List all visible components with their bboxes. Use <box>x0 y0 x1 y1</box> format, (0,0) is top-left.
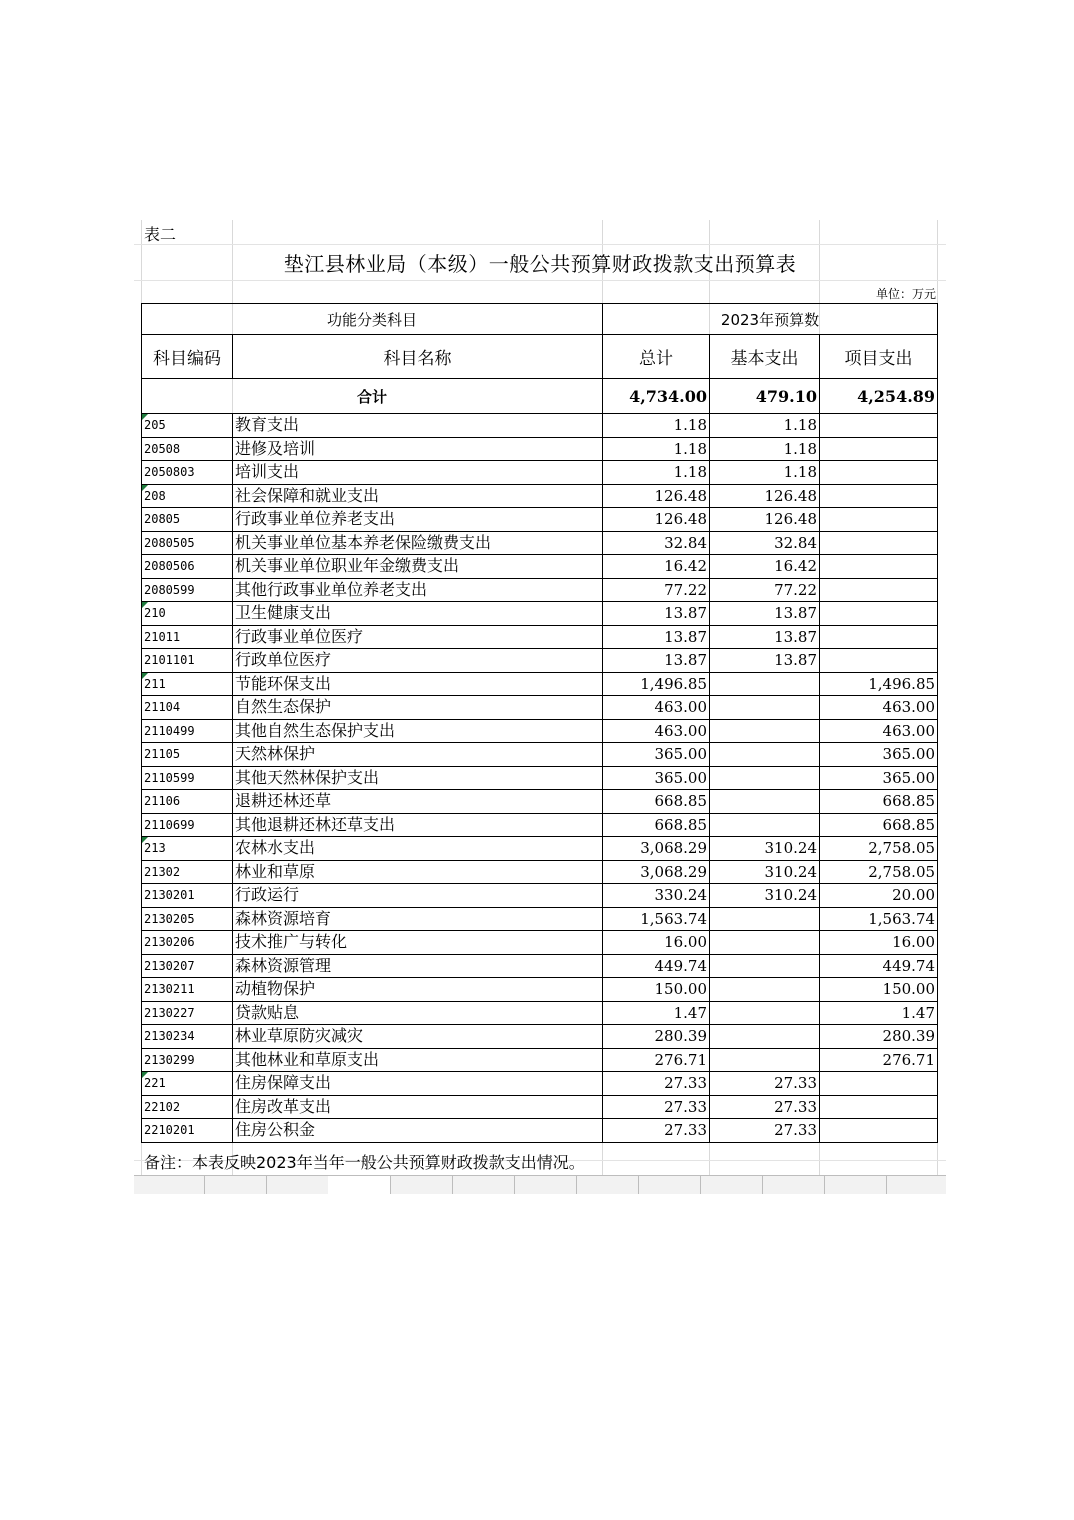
total-cell: 276.71 <box>603 1048 710 1072</box>
header-budget-year: 2023年预算数 <box>603 304 938 335</box>
sheet-tab[interactable] <box>514 1176 577 1194</box>
header-name: 科目名称 <box>233 335 603 379</box>
table-row <box>142 719 938 743</box>
basic-cell: 1.18 <box>710 437 820 461</box>
total-cell: 27.33 <box>603 1119 710 1143</box>
code-cell: 213 <box>142 837 233 861</box>
name-cell: 节能环保支出 <box>233 672 603 696</box>
table-row <box>142 555 938 579</box>
name-cell: 其他退耕还林还草支出 <box>233 813 603 837</box>
basic-cell <box>710 696 820 720</box>
code-cell: 2130205 <box>142 907 233 931</box>
project-cell: 150.00 <box>820 978 938 1002</box>
table-row <box>142 954 938 978</box>
name-cell: 森林资源管理 <box>233 954 603 978</box>
total-cell: 13.87 <box>603 602 710 626</box>
project-cell <box>820 1072 938 1096</box>
header-basic: 基本支出 <box>710 335 820 379</box>
table-row <box>142 437 938 461</box>
basic-cell: 126.48 <box>710 508 820 532</box>
name-cell: 动植物保护 <box>233 978 603 1002</box>
table-row <box>142 1048 938 1072</box>
project-cell <box>820 1119 938 1143</box>
spreadsheet-sheet <box>134 220 946 1190</box>
project-cell: 280.39 <box>820 1025 938 1049</box>
total-cell: 668.85 <box>603 790 710 814</box>
total-cell: 126.48 <box>603 484 710 508</box>
code-cell: 2130201 <box>142 884 233 908</box>
total-cell: 1.18 <box>603 437 710 461</box>
name-cell: 行政运行 <box>233 884 603 908</box>
total-cell: 126.48 <box>603 508 710 532</box>
project-cell <box>820 578 938 602</box>
project-cell: 668.85 <box>820 813 938 837</box>
basic-cell <box>710 766 820 790</box>
sheet-tab[interactable] <box>824 1176 887 1194</box>
table-row <box>142 907 938 931</box>
basic-cell: 27.33 <box>710 1119 820 1143</box>
basic-cell <box>710 719 820 743</box>
total-cell: 365.00 <box>603 743 710 767</box>
table-row <box>142 1072 938 1096</box>
basic-cell <box>710 978 820 1002</box>
unit-label: 单位：万元 <box>875 287 936 301</box>
sheet-tab[interactable] <box>452 1176 515 1194</box>
footnote: 备注：本表反映2023年当年一般公共预算财政拨款支出情况。 <box>144 1153 585 1172</box>
sheet-tab[interactable] <box>700 1176 763 1194</box>
total-cell: 365.00 <box>603 766 710 790</box>
project-cell: 1,496.85 <box>820 672 938 696</box>
basic-cell <box>710 907 820 931</box>
basic-cell <box>710 954 820 978</box>
name-cell: 其他林业和草原支出 <box>233 1048 603 1072</box>
project-cell: 1,563.74 <box>820 907 938 931</box>
table-tag: 表二 <box>144 225 177 244</box>
code-cell: 20508 <box>142 437 233 461</box>
total-cell: 77.22 <box>603 578 710 602</box>
name-cell: 自然生态保护 <box>233 696 603 720</box>
table-row <box>142 978 938 1002</box>
code-cell: 2110499 <box>142 719 233 743</box>
table-row <box>142 649 938 673</box>
total-cell: 27.33 <box>603 1095 710 1119</box>
code-cell: 2080506 <box>142 555 233 579</box>
header-row-group <box>142 304 938 335</box>
budget-table <box>141 303 938 1143</box>
project-cell <box>820 602 938 626</box>
total-cell: 1.18 <box>603 461 710 485</box>
basic-cell <box>710 1001 820 1025</box>
code-cell: 21302 <box>142 860 233 884</box>
basic-cell: 77.22 <box>710 578 820 602</box>
code-cell: 21104 <box>142 696 233 720</box>
total-project: 4,254.89 <box>820 379 938 414</box>
name-cell: 培训支出 <box>233 461 603 485</box>
name-cell: 贷款贴息 <box>233 1001 603 1025</box>
table-row <box>142 1025 938 1049</box>
code-cell: 2130234 <box>142 1025 233 1049</box>
project-cell: 276.71 <box>820 1048 938 1072</box>
total-cell: 280.39 <box>603 1025 710 1049</box>
basic-cell: 310.24 <box>710 837 820 861</box>
name-cell: 林业草原防灾减灾 <box>233 1025 603 1049</box>
table-row <box>142 743 938 767</box>
project-cell <box>820 1095 938 1119</box>
code-cell: 210 <box>142 602 233 626</box>
header-total: 总计 <box>603 335 710 379</box>
code-cell: 2130206 <box>142 931 233 955</box>
table-row <box>142 625 938 649</box>
project-cell <box>820 461 938 485</box>
name-cell: 机关事业单位职业年金缴费支出 <box>233 555 603 579</box>
table-row <box>142 696 938 720</box>
total-cell: 1.18 <box>603 414 710 438</box>
project-cell: 2,758.05 <box>820 837 938 861</box>
code-cell: 21105 <box>142 743 233 767</box>
total-label: 合计 <box>142 379 603 414</box>
total-cell: 330.24 <box>603 884 710 908</box>
grid-line <box>134 244 946 245</box>
name-cell: 技术推广与转化 <box>233 931 603 955</box>
name-cell: 机关事业单位基本养老保险缴费支出 <box>233 531 603 555</box>
basic-cell: 13.87 <box>710 602 820 626</box>
table-row <box>142 461 938 485</box>
basic-cell <box>710 1048 820 1072</box>
basic-cell: 13.87 <box>710 625 820 649</box>
total-sum: 4,734.00 <box>603 379 710 414</box>
name-cell: 住房保障支出 <box>233 1072 603 1096</box>
project-cell <box>820 625 938 649</box>
basic-cell <box>710 813 820 837</box>
name-cell: 森林资源培育 <box>233 907 603 931</box>
basic-cell: 1.18 <box>710 414 820 438</box>
basic-cell: 27.33 <box>710 1095 820 1119</box>
code-cell: 2130227 <box>142 1001 233 1025</box>
table-row <box>142 884 938 908</box>
project-cell: 463.00 <box>820 696 938 720</box>
code-cell: 2110599 <box>142 766 233 790</box>
table-row <box>142 414 938 438</box>
name-cell: 卫生健康支出 <box>233 602 603 626</box>
project-cell: 365.00 <box>820 766 938 790</box>
total-cell: 668.85 <box>603 813 710 837</box>
code-cell: 205 <box>142 414 233 438</box>
table-row <box>142 837 938 861</box>
basic-cell: 310.24 <box>710 884 820 908</box>
name-cell: 其他自然生态保护支出 <box>233 719 603 743</box>
project-cell: 16.00 <box>820 931 938 955</box>
project-cell: 2,758.05 <box>820 860 938 884</box>
project-cell: 668.85 <box>820 790 938 814</box>
total-row <box>142 379 938 414</box>
basic-cell: 27.33 <box>710 1072 820 1096</box>
total-cell: 463.00 <box>603 696 710 720</box>
total-cell: 13.87 <box>603 649 710 673</box>
code-cell: 2130211 <box>142 978 233 1002</box>
code-cell: 208 <box>142 484 233 508</box>
table-row <box>142 766 938 790</box>
total-cell: 150.00 <box>603 978 710 1002</box>
name-cell: 教育支出 <box>233 414 603 438</box>
code-cell: 2130207 <box>142 954 233 978</box>
total-cell: 3,068.29 <box>603 837 710 861</box>
name-cell: 天然林保护 <box>233 743 603 767</box>
total-cell: 16.42 <box>603 555 710 579</box>
table-row <box>142 508 938 532</box>
grid-line <box>134 280 946 281</box>
sheet-tab[interactable] <box>762 1176 825 1194</box>
project-cell <box>820 508 938 532</box>
header-functional-category: 功能分类科目 <box>142 304 603 335</box>
name-cell: 其他天然林保护支出 <box>233 766 603 790</box>
sheet-tab[interactable] <box>576 1176 639 1194</box>
sheet-tab[interactable] <box>204 1176 267 1194</box>
name-cell: 社会保障和就业支出 <box>233 484 603 508</box>
total-cell: 1,563.74 <box>603 907 710 931</box>
header-row-columns <box>142 335 938 379</box>
header-code: 科目编码 <box>142 335 233 379</box>
basic-cell: 310.24 <box>710 860 820 884</box>
code-cell: 21011 <box>142 625 233 649</box>
sheet-tab-bar[interactable] <box>134 1175 946 1194</box>
table-row <box>142 860 938 884</box>
sheet-tab[interactable] <box>328 1176 391 1194</box>
name-cell: 行政事业单位医疗 <box>233 625 603 649</box>
sheet-tab[interactable] <box>886 1176 946 1194</box>
project-cell <box>820 437 938 461</box>
code-cell: 2050803 <box>142 461 233 485</box>
code-cell: 221 <box>142 1072 233 1096</box>
project-cell: 1.47 <box>820 1001 938 1025</box>
total-cell: 27.33 <box>603 1072 710 1096</box>
basic-cell: 1.18 <box>710 461 820 485</box>
name-cell: 行政单位医疗 <box>233 649 603 673</box>
table-row <box>142 1095 938 1119</box>
code-cell: 2101101 <box>142 649 233 673</box>
project-cell: 449.74 <box>820 954 938 978</box>
sheet-tab[interactable] <box>390 1176 453 1194</box>
name-cell: 住房公积金 <box>233 1119 603 1143</box>
sheet-tab[interactable] <box>638 1176 701 1194</box>
basic-cell <box>710 931 820 955</box>
table-row <box>142 1001 938 1025</box>
total-cell: 16.00 <box>603 931 710 955</box>
basic-cell: 126.48 <box>710 484 820 508</box>
table-row <box>142 672 938 696</box>
sheet-tab[interactable] <box>266 1176 329 1194</box>
name-cell: 住房改革支出 <box>233 1095 603 1119</box>
name-cell: 农林水支出 <box>233 837 603 861</box>
basic-cell <box>710 790 820 814</box>
basic-cell <box>710 743 820 767</box>
project-cell: 365.00 <box>820 743 938 767</box>
header-project: 项目支出 <box>820 335 938 379</box>
name-cell: 退耕还林还草 <box>233 790 603 814</box>
total-cell: 32.84 <box>603 531 710 555</box>
name-cell: 林业和草原 <box>233 860 603 884</box>
basic-cell: 32.84 <box>710 531 820 555</box>
total-cell: 1.47 <box>603 1001 710 1025</box>
project-cell: 463.00 <box>820 719 938 743</box>
table-row <box>142 790 938 814</box>
table-row <box>142 578 938 602</box>
total-cell: 449.74 <box>603 954 710 978</box>
code-cell: 22102 <box>142 1095 233 1119</box>
table-row <box>142 484 938 508</box>
basic-cell <box>710 672 820 696</box>
table-row <box>142 531 938 555</box>
table-row <box>142 1119 938 1143</box>
name-cell: 进修及培训 <box>233 437 603 461</box>
project-cell <box>820 555 938 579</box>
project-cell <box>820 484 938 508</box>
total-cell: 13.87 <box>603 625 710 649</box>
total-cell: 3,068.29 <box>603 860 710 884</box>
code-cell: 2080599 <box>142 578 233 602</box>
code-cell: 2080505 <box>142 531 233 555</box>
code-cell: 20805 <box>142 508 233 532</box>
name-cell: 其他行政事业单位养老支出 <box>233 578 603 602</box>
basic-cell <box>710 1025 820 1049</box>
project-cell: 20.00 <box>820 884 938 908</box>
sheet-tab[interactable] <box>134 1176 205 1194</box>
basic-cell: 16.42 <box>710 555 820 579</box>
code-cell: 2210201 <box>142 1119 233 1143</box>
total-cell: 463.00 <box>603 719 710 743</box>
project-cell <box>820 414 938 438</box>
project-cell <box>820 531 938 555</box>
code-cell: 211 <box>142 672 233 696</box>
total-basic: 479.10 <box>710 379 820 414</box>
basic-cell: 13.87 <box>710 649 820 673</box>
name-cell: 行政事业单位养老支出 <box>233 508 603 532</box>
table-row <box>142 602 938 626</box>
table-row <box>142 813 938 837</box>
code-cell: 2130299 <box>142 1048 233 1072</box>
total-cell: 1,496.85 <box>603 672 710 696</box>
code-cell: 2110699 <box>142 813 233 837</box>
code-cell: 21106 <box>142 790 233 814</box>
page-title: 垫江县林业局（本级）一般公共预算财政拨款支出预算表 <box>283 252 797 276</box>
table-row <box>142 931 938 955</box>
project-cell <box>820 649 938 673</box>
